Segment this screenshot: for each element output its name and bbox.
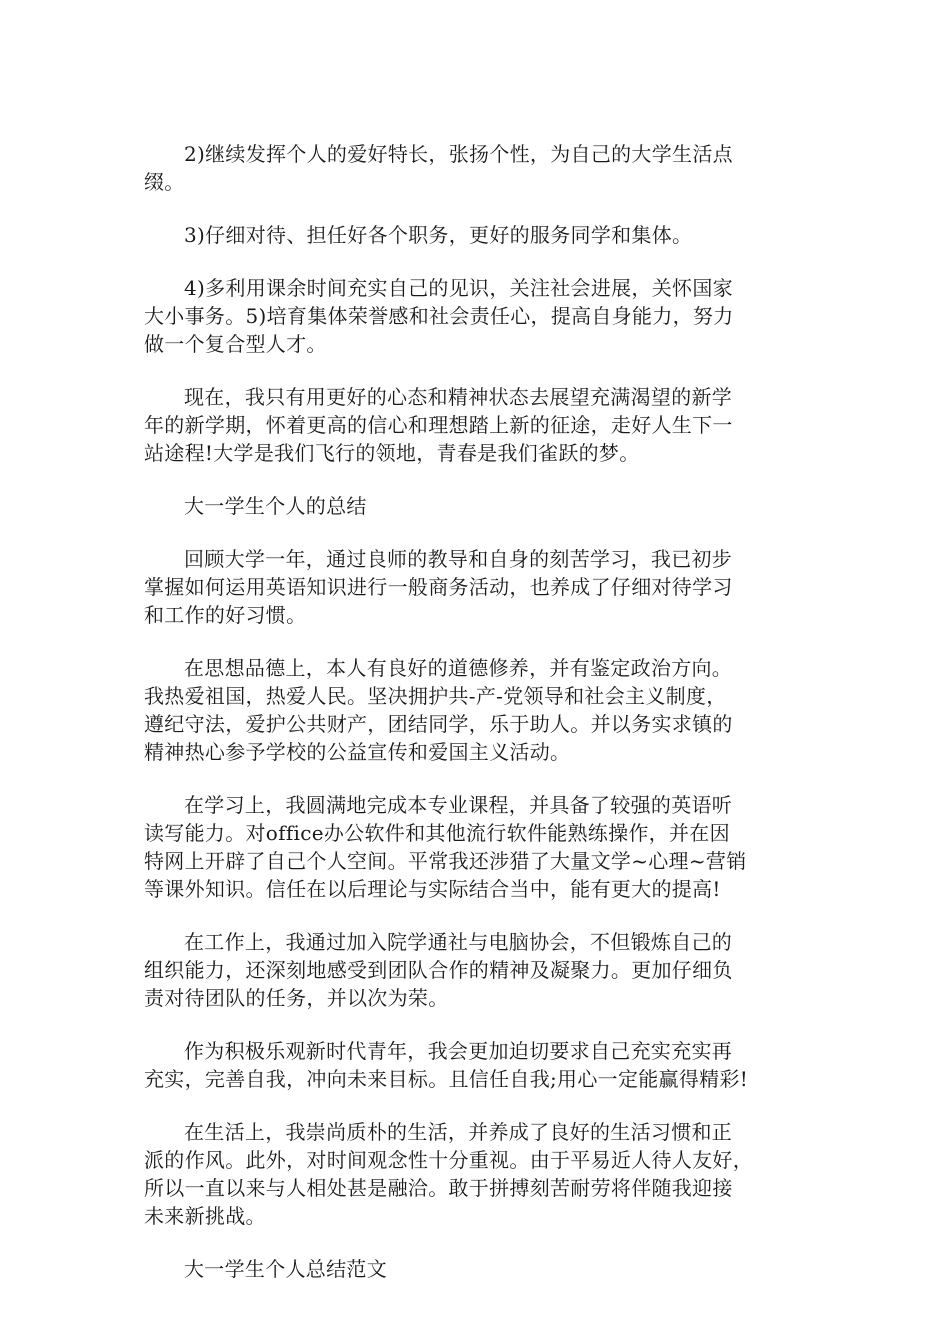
paragraph [144, 140, 814, 196]
paragraph-line: 在工作上，我通过加入院学通社与电脑协会，不但锻炼自己的 [184, 930, 733, 954]
paragraph [144, 492, 814, 520]
paragraph-line: 站途程!大学是我们飞行的领地，青春是我们雀跃的梦。 [144, 441, 640, 465]
paragraph-line: 遵纪守法，爱护公共财产，团结同学，乐于助人。并以务实求镇的 [144, 712, 733, 736]
paragraph [144, 274, 814, 358]
paragraph-line: 4)多利用课余时间充实自己的见识，关注社会进展，关怀国家 [184, 276, 733, 300]
paragraph-line: 大一学生个人总结范文 [184, 1257, 387, 1281]
paragraph-line: 等课外知识。信任在以后理论与实际结合当中，能有更大的提高! [144, 877, 721, 901]
paragraph-line: 未来新挑战。 [144, 1204, 266, 1228]
paragraph-line: 精神热心参予学校的公益宣传和爱国主义活动。 [144, 740, 571, 764]
paragraph [144, 1037, 814, 1093]
paragraph-line: 派的作风。此外，对时间观念性十分重视。由于平易近人待人友好， [144, 1148, 753, 1172]
paragraph-line: 所以一直以来与人相处甚是融洽。敢于拼搏刻苦耐劳将伴随我迎接 [144, 1176, 733, 1200]
paragraph-line: 在生活上，我崇尚质朴的生活，并养成了良好的生活习惯和正 [184, 1120, 733, 1144]
paragraph-line: 在学习上，我圆满地完成本专业课程，并具备了较强的英语听 [184, 793, 733, 817]
paragraph-line: 作为积极乐观新时代青年，我会更加迫切要求自己充实充实再 [184, 1039, 733, 1063]
paragraph-line: 大小事务。5)培育集体荣誉感和社会责任心，提高自身能力，努力 [144, 304, 734, 328]
paragraph-line: 组织能力，还深刻地感受到团队合作的精神及凝聚力。更加仔细负 [144, 958, 733, 982]
paragraph-line: 缀。 [144, 170, 185, 194]
paragraph [144, 383, 814, 467]
paragraph [144, 545, 814, 629]
paragraph-line: 回顾大学一年，通过良师的教导和自身的刻苦学习，我已初步 [184, 547, 733, 571]
paragraph [144, 928, 814, 1012]
paragraph [144, 221, 814, 249]
paragraph-line: 特网上开辟了自己个人空间。平常我还涉猎了大量文学~心理~营销 [144, 849, 747, 873]
paragraph-line: 充实，完善自我，冲向未来目标。且信任自我;用心一定能赢得精彩! [144, 1067, 749, 1091]
paragraph-line: 做一个复合型人才。 [144, 332, 327, 356]
paragraph-line: 读写能力。对office办公软件和其他流行软件能熟练操作，并在因 [144, 821, 730, 845]
document-body [144, 140, 814, 1308]
paragraph-line: 在思想品德上，本人有良好的道德修养，并有鉴定政治方向。 [184, 656, 733, 680]
paragraph-line: 责对待团队的任务，并以次为荣。 [144, 986, 449, 1010]
paragraph [144, 1255, 814, 1283]
paragraph [144, 654, 814, 766]
paragraph-line: 和工作的好习惯。 [144, 603, 307, 627]
paragraph-line: 我热爱祖国，热爱人民。坚决拥护共-产-党领导和社会主义制度， [144, 684, 727, 708]
paragraph-line: 大一学生个人的总结 [184, 494, 367, 518]
paragraph-line: 2)继续发挥个人的爱好特长，张扬个性，为自己的大学生活点 [184, 142, 733, 166]
paragraph-line: 现在，我只有用更好的心态和精神状态去展望充满渴望的新学 [184, 385, 733, 409]
paragraph [144, 1118, 814, 1230]
paragraph [144, 791, 814, 903]
paragraph-line: 年的新学期，怀着更高的信心和理想踏上新的征途，走好人生下一 [144, 413, 733, 437]
paragraph-line: 掌握如何运用英语知识进行一般商务活动，也养成了仔细对待学习 [144, 575, 733, 599]
paragraph-line: 3)仔细对待、担任好各个职务，更好的服务同学和集体。 [184, 223, 693, 247]
